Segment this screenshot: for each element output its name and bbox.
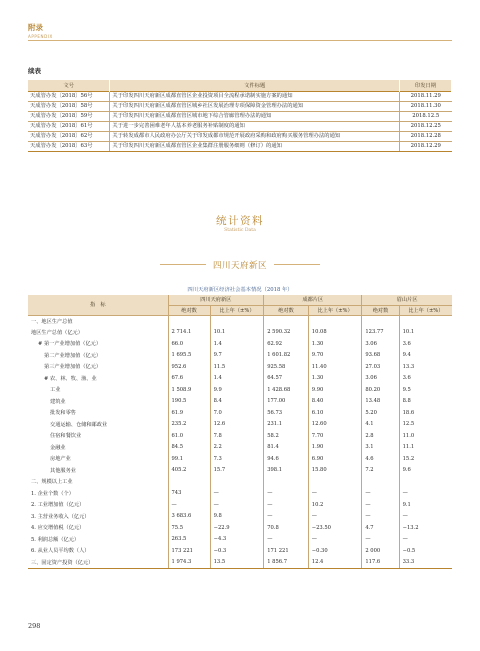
- table-row: [28, 101, 452, 111]
- yoy-change: 15.80: [308, 465, 362, 477]
- table-row: [28, 499, 452, 511]
- yoy-change: 11.5: [210, 361, 264, 373]
- header-rule: [28, 40, 452, 41]
- absolute-value: 263.5: [168, 534, 210, 546]
- yoy-change: −23.50: [308, 522, 362, 534]
- yoy-change: 10.2: [308, 499, 362, 511]
- col-abs: 绝对数: [362, 305, 399, 315]
- yoy-change: [308, 315, 362, 327]
- table-row: [28, 141, 452, 151]
- statistics-table: [28, 295, 452, 569]
- yoy-change: 3.6: [402, 375, 411, 382]
- table-row: [28, 522, 452, 534]
- indicator-label: 交通运输、仓储和邮政业: [28, 419, 168, 431]
- table-row: [28, 131, 452, 141]
- yoy-change: 2.2: [210, 442, 264, 454]
- doc-number: 天成管办发〔2018〕62号: [28, 131, 110, 141]
- absolute-value: 2.8: [362, 430, 399, 442]
- indicator-label: 一、地区生产总值: [28, 315, 168, 327]
- absolute-value: 190.5: [168, 396, 210, 408]
- absolute-value: 66.0: [168, 338, 210, 350]
- yoy-change: 10.1: [402, 329, 415, 336]
- yoy-change: 9.5: [402, 386, 411, 393]
- doc-date: 2018.12.29: [400, 141, 452, 151]
- yoy-change: 7.70: [308, 430, 362, 442]
- yoy-change: 9.8: [210, 511, 264, 523]
- indicator-label: 第二产业增加值（亿元）: [28, 350, 168, 362]
- yoy-change: —: [308, 488, 362, 500]
- region-rule-right: [274, 264, 320, 265]
- indicator-label: 批发和零售: [28, 407, 168, 419]
- table-row: [28, 121, 452, 131]
- absolute-value: 3.1: [362, 442, 399, 454]
- absolute-value: [264, 315, 309, 327]
- absolute-value: 2 000: [362, 545, 399, 557]
- absolute-value: 4.6: [362, 453, 399, 465]
- yoy-change: 3.6: [402, 340, 411, 347]
- yoy-change: [399, 315, 452, 327]
- absolute-value: —: [362, 511, 399, 523]
- table-row: [28, 327, 452, 339]
- yoy-change: 9.9: [210, 384, 264, 396]
- absolute-value: —: [264, 511, 309, 523]
- indicator-label: 建筑业: [28, 396, 168, 408]
- absolute-value: 67.6: [168, 373, 210, 385]
- absolute-value: 2 714.1: [168, 327, 210, 339]
- indicator-label: 住宿和餐饮业: [28, 430, 168, 442]
- yoy-change: 13.5: [210, 557, 264, 569]
- absolute-value: 64.57: [264, 373, 309, 385]
- absolute-value: —: [362, 488, 399, 500]
- absolute-value: 1 974.3: [168, 557, 210, 569]
- doc-date: 2018.11.30: [400, 101, 452, 111]
- yoy-change: 7.0: [210, 407, 264, 419]
- absolute-value: 177.00: [264, 396, 309, 408]
- absolute-value: 4.1: [362, 419, 399, 431]
- absolute-value: 1 428.68: [264, 384, 309, 396]
- absolute-value: 398.1: [264, 465, 309, 477]
- yoy-change: [210, 315, 264, 327]
- yoy-change: —: [402, 513, 408, 520]
- absolute-value: 61.0: [168, 430, 210, 442]
- yoy-change: 18.6: [402, 409, 415, 416]
- running-header: [28, 22, 53, 39]
- yoy-change: −22.9: [210, 522, 264, 534]
- absolute-value: 2 590.32: [264, 327, 309, 339]
- table-row: [28, 396, 452, 408]
- absolute-value: —: [264, 499, 309, 511]
- absolute-value: 171 221: [264, 545, 309, 557]
- yoy-change: 9.7: [210, 350, 264, 362]
- yoy-change: 10.1: [210, 327, 264, 339]
- absolute-value: 952.6: [168, 361, 210, 373]
- indicator-label: 第三产业增加值（亿元）: [28, 361, 168, 373]
- absolute-value: [362, 476, 399, 488]
- yoy-change: 12.6: [210, 419, 264, 431]
- table-row: [28, 350, 452, 362]
- yoy-change: −4.3: [210, 534, 264, 546]
- absolute-value: 75.5: [168, 522, 210, 534]
- absolute-value: 235.2: [168, 419, 210, 431]
- absolute-value: 99.1: [168, 453, 210, 465]
- absolute-value: 405.2: [168, 465, 210, 477]
- absolute-value: 61.9: [168, 407, 210, 419]
- table-row: [28, 545, 452, 557]
- table-row: [28, 534, 452, 546]
- yoy-change: —: [308, 511, 362, 523]
- absolute-value: [264, 476, 309, 488]
- yoy-change: 10.08: [308, 327, 362, 339]
- absolute-value: —: [168, 499, 210, 511]
- indicator-header: 指 标: [28, 295, 168, 315]
- doc-col-number: 文号: [28, 80, 110, 91]
- table-row: [28, 384, 452, 396]
- yoy-change: —: [402, 490, 408, 497]
- indicator-label: 地区生产总值（亿元）: [28, 327, 168, 339]
- yoy-change: 12.60: [308, 419, 362, 431]
- yoy-change: 33.3: [399, 557, 452, 569]
- yoy-change: [210, 476, 264, 488]
- doc-number: 天成管办发〔2018〕63号: [28, 141, 110, 151]
- indicator-label: 金融业: [28, 442, 168, 454]
- table-row: [28, 430, 452, 442]
- yoy-change: 11.1: [402, 444, 415, 451]
- table-row: [28, 407, 452, 419]
- indicator-label: 6. 从业人员平均数（人）: [28, 545, 168, 557]
- absolute-value: 3 683.6: [168, 511, 210, 523]
- col-pct: 比上年（±%）: [210, 305, 264, 315]
- absolute-value: —: [362, 499, 399, 511]
- group-header-meishan: 眉山片区: [362, 295, 452, 305]
- header-title: 附录: [28, 23, 43, 32]
- yoy-change: 9.90: [308, 384, 362, 396]
- absolute-value: 94.6: [264, 453, 309, 465]
- doc-number: 天成管办发〔2018〕58号: [28, 101, 110, 111]
- absolute-value: 925.58: [264, 361, 309, 373]
- absolute-value: 743: [168, 488, 210, 500]
- section-title: 统计资料: [216, 215, 264, 227]
- yoy-change: 7.8: [210, 430, 264, 442]
- absolute-value: 56.73: [264, 407, 309, 419]
- absolute-value: 58.2: [264, 430, 309, 442]
- absolute-value: [168, 315, 210, 327]
- yoy-change: 15.2: [402, 455, 415, 462]
- continued-label: 续表: [28, 67, 41, 75]
- doc-title: 关于印发四川天府新区成都直管区城市地下综合管廊管理办法的通知: [110, 111, 400, 121]
- absolute-value: 5.20: [362, 407, 399, 419]
- yoy-change: 9.70: [308, 350, 362, 362]
- table-row: [28, 338, 452, 350]
- indicator-label: 三、固定资产投资（亿元）: [28, 557, 168, 569]
- table-row: [28, 488, 452, 500]
- absolute-value: [362, 315, 399, 327]
- group-header-chengdu: 成都片区: [264, 295, 362, 305]
- absolute-value: 123.77: [362, 327, 399, 339]
- yoy-change: −13.2: [402, 524, 419, 531]
- absolute-value: 117.6: [362, 557, 399, 569]
- absolute-value: 4.7: [362, 522, 399, 534]
- header-subtitle: APPENDIX: [28, 34, 53, 39]
- yoy-change: 1.90: [308, 442, 362, 454]
- absolute-value: 93.68: [362, 350, 399, 362]
- region-title: 四川天府新区: [212, 261, 267, 271]
- table-row: [28, 557, 452, 569]
- yoy-change: [308, 476, 362, 488]
- doc-date: 2018.12.28: [400, 131, 452, 141]
- table-row: [28, 465, 452, 477]
- indicator-label: 4. 应交增值税（亿元）: [28, 522, 168, 534]
- table-row: [28, 361, 452, 373]
- yoy-change: —: [308, 534, 362, 546]
- yoy-change: 8.8: [402, 398, 411, 405]
- yoy-change: 9.6: [402, 467, 411, 474]
- absolute-value: 62.92: [264, 338, 309, 350]
- doc-date: 2018.11.29: [400, 91, 452, 101]
- section-subtitle: Statistic Data: [224, 228, 256, 233]
- indicator-label: 1. 企业个数（个）: [28, 488, 168, 500]
- yoy-change: 1.4: [210, 373, 264, 385]
- doc-date: 2018.12.25: [400, 121, 452, 131]
- table-row: [28, 453, 452, 465]
- absolute-value: 7.2: [362, 465, 399, 477]
- yoy-change: —: [210, 488, 264, 500]
- yoy-change: [399, 476, 452, 488]
- absolute-value: 13.48: [362, 396, 399, 408]
- yoy-change: 9.4: [402, 352, 411, 359]
- yoy-change: 15.7: [210, 465, 264, 477]
- col-abs: 绝对数: [168, 305, 210, 315]
- yoy-change: 7.3: [210, 453, 264, 465]
- doc-number: 天成管办发〔2018〕59号: [28, 111, 110, 121]
- doc-col-title: 文件标题: [110, 80, 400, 91]
- yoy-change: 6.10: [308, 407, 362, 419]
- yoy-change: 12.5: [402, 421, 415, 428]
- absolute-value: 3.06: [362, 338, 399, 350]
- indicator-label: 工业: [28, 384, 168, 396]
- doc-date: 2018.12.5: [400, 111, 452, 121]
- yoy-change: —: [210, 499, 264, 511]
- yoy-change: 12.4: [308, 557, 362, 569]
- col-pct: 比上年（±%）: [308, 305, 362, 315]
- absolute-value: 27.03: [362, 361, 399, 373]
- indicator-label: 房地产业: [28, 453, 168, 465]
- yoy-change: 1.30: [308, 338, 362, 350]
- doc-title: 关于转发成都市人民政府办公厅关于印发成都市规范开展政府采购和政府购买服务管理办法的通知: [110, 131, 400, 141]
- yoy-change: —: [402, 536, 408, 543]
- indicator-label: # 第一产业增加值（亿元）: [28, 338, 168, 350]
- table-row: [28, 511, 452, 523]
- indicator-label: 其他服务业: [28, 465, 168, 477]
- table-row: [28, 476, 452, 488]
- absolute-value: 1 601.82: [264, 350, 309, 362]
- stat-table-caption: 四川天府新区经济社会基本情况（2018 年）: [187, 287, 293, 293]
- absolute-value: 231.1: [264, 419, 309, 431]
- indicator-label: # 农、林、牧、渔、业: [28, 373, 168, 385]
- yoy-change: −0.5: [402, 547, 416, 554]
- absolute-value: 1 695.5: [168, 350, 210, 362]
- absolute-value: 84.5: [168, 442, 210, 454]
- document-table: [28, 80, 452, 152]
- table-row: [28, 419, 452, 431]
- indicator-label: 2. 工业增加值（亿元）: [28, 499, 168, 511]
- absolute-value: 81.4: [264, 442, 309, 454]
- absolute-value: 1 856.7: [264, 557, 309, 569]
- table-row: [28, 442, 452, 454]
- yoy-change: 8.4: [210, 396, 264, 408]
- doc-col-date: 印发日期: [400, 80, 452, 91]
- table-row: [28, 111, 452, 121]
- group-header-tianfu: 四川天府新区: [168, 295, 264, 305]
- yoy-change: 13.3: [402, 363, 415, 370]
- absolute-value: [168, 476, 210, 488]
- yoy-change: −0.3: [210, 545, 264, 557]
- doc-title: 关于进一步完善困难老年人基本养老服务补贴制度的通知: [110, 121, 400, 131]
- yoy-change: 1.30: [308, 373, 362, 385]
- indicator-label: 二、规模以上工业: [28, 476, 168, 488]
- absolute-value: 70.8: [264, 522, 309, 534]
- yoy-change: 9.1: [402, 501, 411, 508]
- absolute-value: 173 221: [168, 545, 210, 557]
- table-row: [28, 373, 452, 385]
- absolute-value: —: [264, 488, 309, 500]
- table-row: [28, 315, 452, 327]
- yoy-change: −0.30: [308, 545, 362, 557]
- doc-title: 关于印发四川天府新区成都直管区城乡社区发展治理专项保障资金管理办法的通知: [110, 101, 400, 111]
- doc-title: 关于印发四川天府新区成都直管区企业集群注册服务细则（修订）的通知: [110, 141, 400, 151]
- indicator-label: 5. 利润总额（亿元）: [28, 534, 168, 546]
- col-abs: 绝对数: [264, 305, 309, 315]
- doc-title: 关于印发四川天府新区成都直管区企业投资项目全流程承诺制实施方案的通知: [110, 91, 400, 101]
- yoy-change: 6.90: [308, 453, 362, 465]
- page-number: 298: [28, 622, 41, 630]
- doc-number: 天成管办发〔2018〕56号: [28, 91, 110, 101]
- absolute-value: 80.20: [362, 384, 399, 396]
- absolute-value: 3.06: [362, 373, 399, 385]
- absolute-value: —: [362, 534, 399, 546]
- indicator-label: 3. 主营业务收入（亿元）: [28, 511, 168, 523]
- yoy-change: 11.40: [308, 361, 362, 373]
- yoy-change: 11.0: [402, 432, 415, 439]
- yoy-change: 1.4: [210, 338, 264, 350]
- col-pct: 比上年（±%）: [399, 305, 452, 315]
- absolute-value: 1 508.9: [168, 384, 210, 396]
- table-row: [28, 91, 452, 101]
- doc-number: 天成管办发〔2018〕61号: [28, 121, 110, 131]
- absolute-value: —: [264, 534, 309, 546]
- yoy-change: 8.40: [308, 396, 362, 408]
